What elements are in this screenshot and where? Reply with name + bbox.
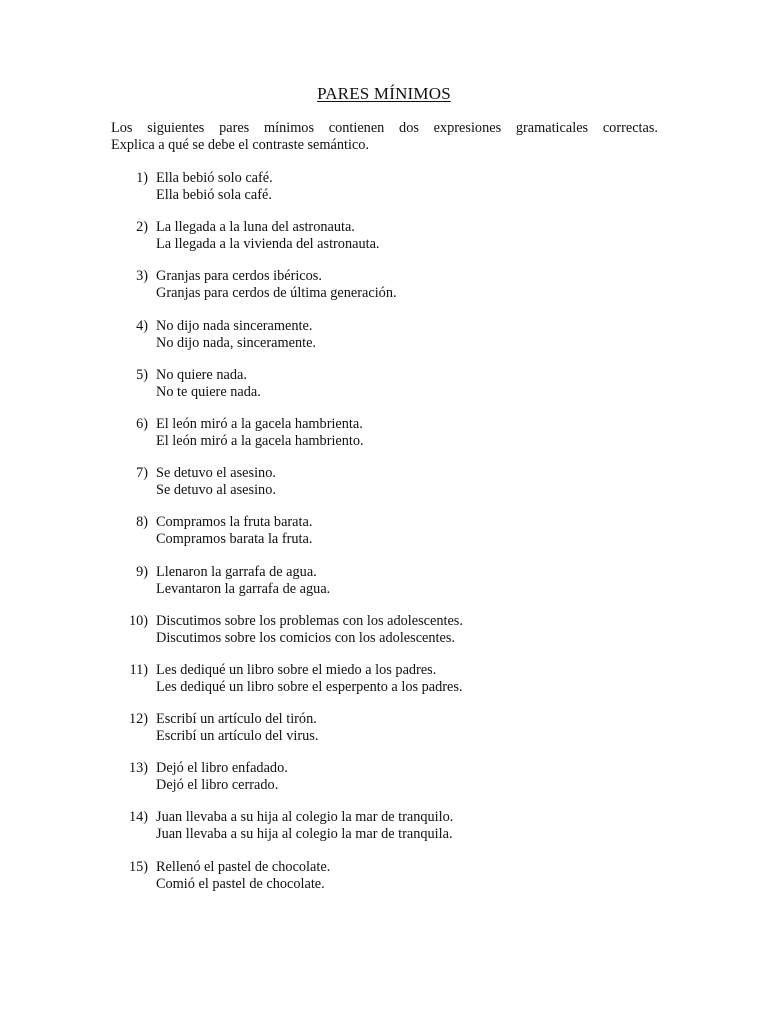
item-number: 11): [129, 661, 148, 678]
sentence-a: Escribí un artículo del tirón.: [156, 711, 317, 728]
sentence-b: Les dediqué un libro sobre el esperpento a los padres.: [156, 678, 463, 695]
sentence-a: No dijo nada sinceramente.: [156, 317, 313, 334]
sentence-b: El león miró a la gacela hambriento.: [156, 432, 364, 449]
sentence-b: No dijo nada, sinceramente.: [156, 334, 316, 351]
list-item: [0, 367, 768, 416]
sentence-a: Discutimos sobre los problemas con los adolescentes.: [156, 612, 463, 629]
sentence-b: Dejó el libro cerrado.: [156, 777, 279, 794]
list-item: [0, 613, 768, 662]
sentence-pair: [156, 219, 380, 253]
list-item: [0, 416, 768, 465]
item-number: 2): [136, 219, 148, 236]
sentence-a: Compramos la fruta barata.: [156, 514, 313, 531]
list-item: [0, 760, 768, 809]
sentence-b: Levantaron la garrafa de agua.: [156, 580, 331, 597]
instructions-line-1: Los siguientes pares mínimos contienen dos expresiones gramaticales correctas.: [111, 120, 658, 136]
sentence-pair: [156, 465, 276, 499]
item-number: 1): [136, 170, 148, 186]
sentence-pair: [156, 318, 316, 352]
sentence-a: No quiere nada.: [156, 366, 247, 383]
sentence-a: Les dediqué un libro sobre el miedo a los padres.: [156, 661, 437, 678]
sentence-pair: [156, 367, 261, 401]
sentence-b: Comió el pastel de chocolate.: [156, 875, 325, 892]
list-item: [0, 662, 768, 711]
sentence-pair: [156, 859, 330, 893]
sentence-b: La llegada a la vivienda del astronauta.: [156, 236, 380, 253]
sentence-a: Granjas para cerdos ibéricos.: [156, 268, 322, 285]
item-number: 6): [136, 415, 148, 432]
sentence-pair: [156, 268, 397, 302]
instructions: [111, 120, 658, 154]
item-number: 8): [136, 514, 148, 531]
page-title: PARES MÍNIMOS: [317, 84, 451, 103]
list-item: [0, 809, 768, 858]
sentence-pair: [156, 170, 273, 204]
sentence-pair: [156, 662, 463, 696]
list-item: [0, 711, 768, 760]
sentence-b: Granjas para cerdos de última generación.: [156, 285, 397, 302]
list-item: [0, 219, 768, 268]
sentence-pair: [156, 613, 463, 647]
item-number: 14): [128, 809, 148, 826]
sentence-a: Ella bebió solo café.: [156, 170, 273, 186]
sentence-a: Dejó el libro enfadado.: [156, 760, 288, 777]
sentence-pair: [156, 711, 318, 745]
sentence-a: Se detuvo el asesino.: [156, 465, 276, 482]
item-number: 15): [128, 858, 148, 875]
sentence-pair: [156, 514, 312, 548]
sentence-a: La llegada a la luna del astronauta.: [156, 219, 355, 236]
list-item: [0, 170, 768, 219]
list-item: [0, 465, 768, 514]
item-number: 3): [136, 268, 148, 285]
sentence-a: Juan llevaba a su hija al colegio la mar de tranquilo.: [156, 809, 454, 826]
sentence-pair: [156, 564, 330, 598]
sentence-pair: [156, 416, 364, 450]
item-number: 12): [128, 711, 148, 728]
item-number: 9): [136, 563, 148, 580]
sentence-b: Discutimos sobre los comicios con los adolescentes.: [156, 629, 455, 646]
sentence-b: Compramos barata la fruta.: [156, 531, 313, 548]
instructions-line-2: Explica a qué se debe el contraste semántico.: [111, 137, 370, 153]
list-item: [0, 268, 768, 317]
minimal-pairs-list: [0, 170, 768, 908]
list-item: [0, 318, 768, 367]
sentence-b: Se detuvo al asesino.: [156, 482, 276, 499]
item-number: 4): [136, 317, 148, 334]
sentence-b: Escribí un artículo del virus.: [156, 728, 319, 745]
sentence-a: Llenaron la garrafa de agua.: [156, 563, 317, 580]
sentence-b: Juan llevaba a su hija al colegio la mar de tranquila.: [156, 826, 453, 843]
sentence-a: El león miró a la gacela hambrienta.: [156, 415, 363, 432]
list-item: [0, 564, 768, 613]
sentence-pair: [156, 760, 288, 794]
sentence-pair: [156, 809, 453, 843]
item-number: 5): [136, 366, 148, 383]
list-item: [0, 514, 768, 563]
item-number: 7): [136, 465, 148, 482]
list-item: [0, 859, 768, 908]
sentence-b: No te quiere nada.: [156, 383, 261, 400]
item-number: 10): [128, 612, 148, 629]
sentence-a: Rellenó el pastel de chocolate.: [156, 858, 331, 875]
item-number: 13): [128, 760, 148, 777]
sentence-b: Ella bebió sola café.: [156, 187, 272, 203]
